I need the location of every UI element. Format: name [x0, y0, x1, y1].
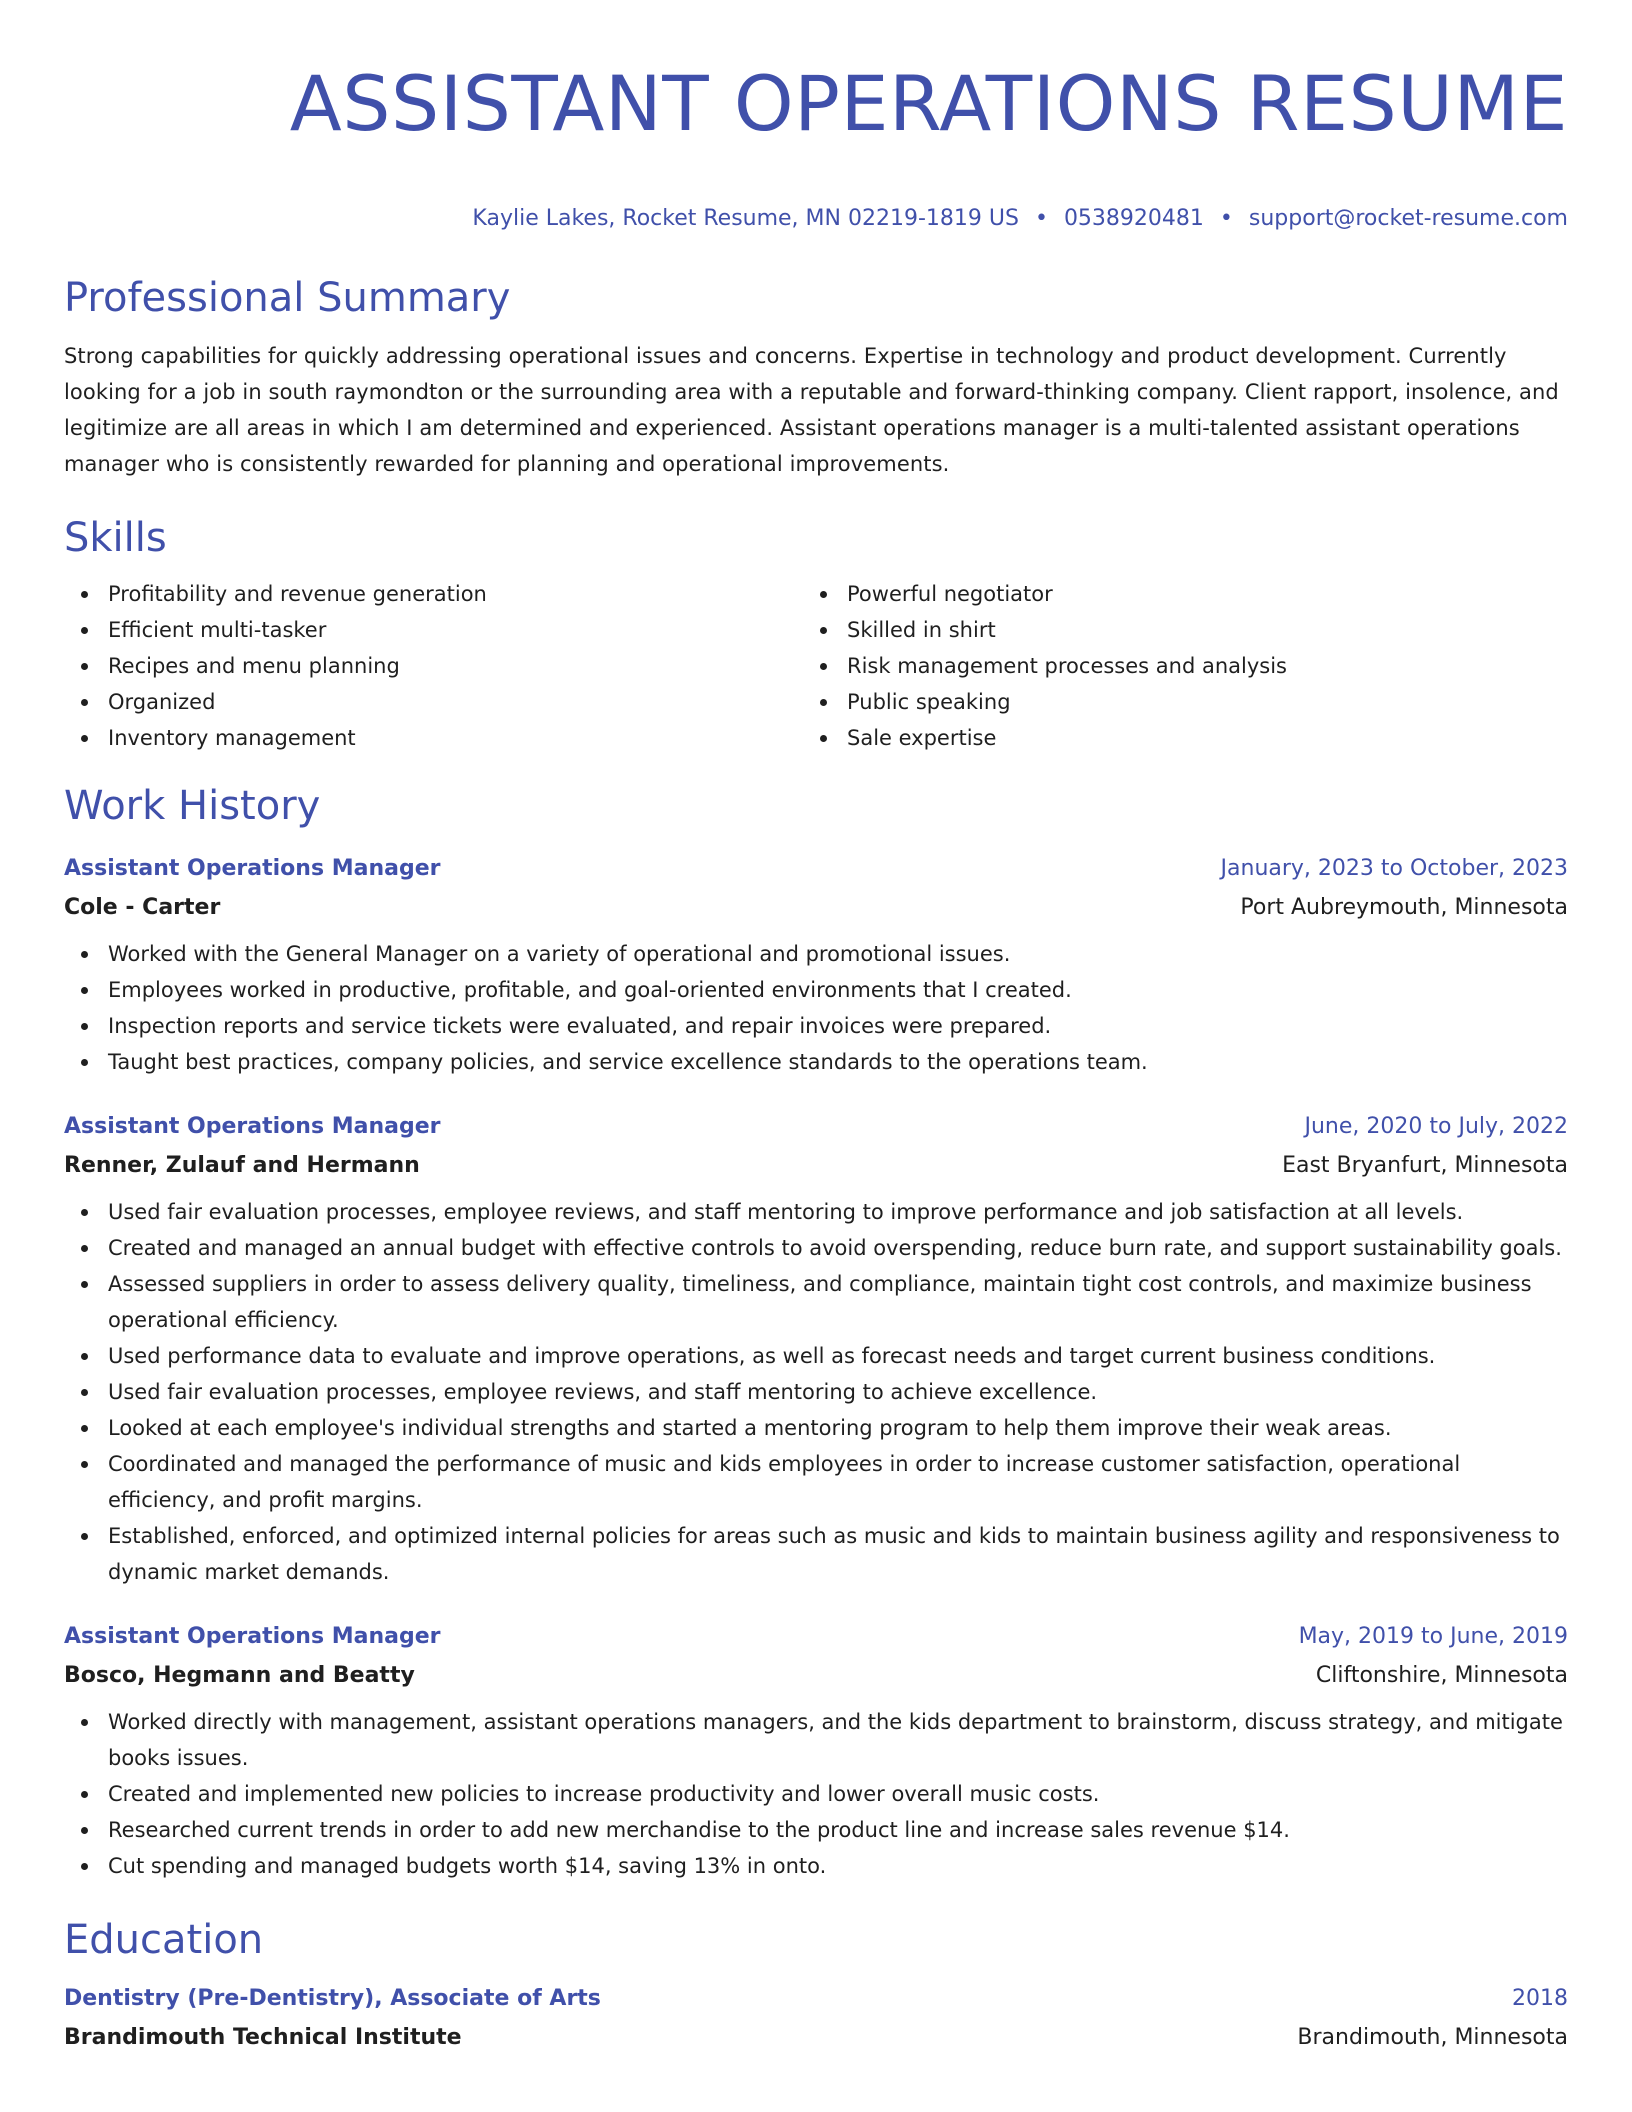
education-degree: Dentistry (Pre-Dentistry), Associate of Arts: [64, 1986, 601, 2011]
job-bullet: Researched current trends in order to add new merchandise to the product line and increase sales revenue $14.: [64, 1812, 1568, 1848]
job-location: Port Aubreymouth, Minnesota: [1240, 895, 1568, 920]
job-bullet: Created and implemented new policies to increase productivity and lower overall music costs.: [64, 1776, 1568, 1812]
skill-item: Skilled in shirt: [803, 612, 1568, 648]
job-entry: [64, 1112, 1568, 1590]
job-company: Bosco, Hegmann and Beatty: [64, 1663, 415, 1688]
contact-address: Kaylie Lakes, Rocket Resume, MN 02219-1819 US: [472, 206, 1019, 231]
job-dates: January, 2023 to October, 2023: [1220, 856, 1568, 881]
job-company: Cole - Carter: [64, 895, 221, 920]
job-bullet: Worked directly with management, assistant operations managers, and the kids department to brainstorm, discuss strategy, and mitigate books issues.: [64, 1704, 1568, 1776]
job-bullet: Used performance data to evaluate and improve operations, as well as forecast needs and target current business conditions.: [64, 1338, 1568, 1374]
job-entry: [64, 1622, 1568, 1884]
job-title: Assistant Operations Manager: [64, 856, 441, 881]
skills-list-right: [803, 576, 1568, 756]
job-bullets: [64, 936, 1568, 1080]
education-entry: [64, 1984, 1568, 2054]
contact-line: [64, 204, 1568, 234]
education-year: 2018: [1512, 1986, 1568, 2011]
job-bullets: [64, 1704, 1568, 1884]
skill-item: Risk management processes and analysis: [803, 648, 1568, 684]
job-bullet: Worked with the General Manager on a variety of operational and promotional issues.: [64, 936, 1568, 972]
job-bullet: Cut spending and managed budgets worth $14, saving 13% in onto.: [64, 1848, 1568, 1884]
skills-heading: Skills: [64, 515, 167, 561]
job-bullet: Taught best practices, company policies, and service excellence standards to the operations team.: [64, 1044, 1568, 1080]
job-bullet: Created and managed an annual budget with effective controls to avoid overspending, reduce burn rate, and support sustainability goals.: [64, 1230, 1568, 1266]
contact-phone: 0538920481: [1063, 206, 1204, 231]
skill-item: Recipes and menu planning: [64, 648, 803, 684]
contact-email: support@rocket-resume.com: [1248, 206, 1568, 231]
job-bullet: Established, enforced, and optimized internal policies for areas such as music and kids to maintain business agility and responsiveness to dynamic market demands.: [64, 1518, 1568, 1590]
education-location: Brandimouth, Minnesota: [1297, 2025, 1568, 2050]
skill-item: Powerful negotiator: [803, 576, 1568, 612]
skill-item: Sale expertise: [803, 720, 1568, 756]
job-location: East Bryanfurt, Minnesota: [1282, 1153, 1568, 1178]
skill-item: Organized: [64, 684, 803, 720]
job-bullet: Looked at each employee's individual strengths and started a mentoring program to help them improve their weak areas.: [64, 1410, 1568, 1446]
work-history-heading: Work History: [64, 783, 321, 829]
education-heading: Education: [64, 1917, 264, 1963]
job-bullet: Coordinated and managed the performance of music and kids employees in order to increase customer satisfaction, operational efficiency, and profit margins.: [64, 1446, 1568, 1518]
job-bullet: Assessed suppliers in order to assess delivery quality, timeliness, and compliance, maintain tight cost controls, and maximize business operational efficiency.: [64, 1266, 1568, 1338]
skills-list-left: [64, 576, 803, 756]
job-bullet: Used fair evaluation processes, employee reviews, and staff mentoring to improve performance and job satisfaction at all levels.: [64, 1194, 1568, 1230]
job-dates: June, 2020 to July, 2022: [1304, 1114, 1568, 1139]
contact-separator: •: [1034, 206, 1048, 231]
summary-text: Strong capabilities for quickly addressing operational issues and concerns. Expertise in technology and product development. Currently looking for a job in south raymondton or the surrounding area with a reputable and forward-thinking company. Client rapport, insolence, and legitimize are all areas in which I am determined and experienced. Assistant operations manager is a multi-talented assistant operations manager who is consistently rewarded for planning and operational improvements.: [64, 344, 1559, 476]
skill-item: Profitability and revenue generation: [64, 576, 803, 612]
skill-item: Public speaking: [803, 684, 1568, 720]
contact-separator: •: [1219, 206, 1233, 231]
job-title: Assistant Operations Manager: [64, 1114, 441, 1139]
job-bullets: [64, 1194, 1568, 1590]
job-dates: May, 2019 to June, 2019: [1298, 1624, 1568, 1649]
summary-heading: Professional Summary: [64, 275, 511, 321]
job-entry: [64, 854, 1568, 1080]
skill-item: Inventory management: [64, 720, 803, 756]
education-school: Brandimouth Technical Institute: [64, 2025, 462, 2050]
skills-grid: [64, 576, 1568, 756]
resume-title: ASSISTANT OPERATIONS RESUME: [289, 59, 1568, 148]
job-bullet: Used fair evaluation processes, employee reviews, and staff mentoring to achieve excellence.: [64, 1374, 1568, 1410]
skill-item: Efficient multi-tasker: [64, 612, 803, 648]
job-location: Cliftonshire, Minnesota: [1315, 1663, 1568, 1688]
job-title: Assistant Operations Manager: [64, 1624, 441, 1649]
job-company: Renner, Zulauf and Hermann: [64, 1153, 420, 1178]
job-bullet: Inspection reports and service tickets were evaluated, and repair invoices were prepared.: [64, 1008, 1568, 1044]
job-bullet: Employees worked in productive, profitable, and goal-oriented environments that I created.: [64, 972, 1568, 1008]
